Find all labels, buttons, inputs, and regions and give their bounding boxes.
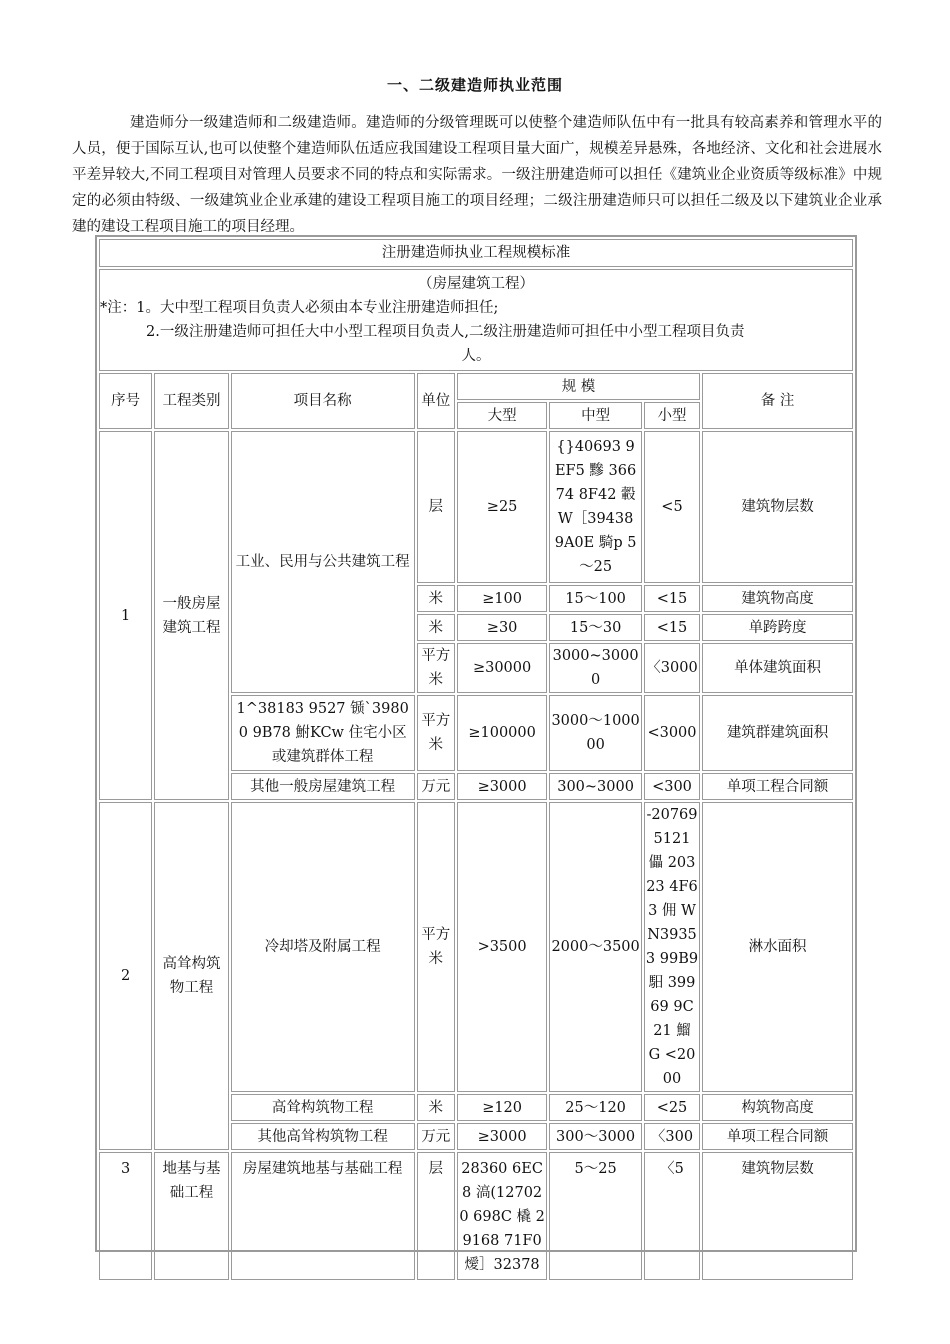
small-cell: <15 bbox=[644, 614, 700, 641]
remark-cell: 单体建筑面积 bbox=[702, 643, 853, 693]
scale-standard-table bbox=[97, 237, 855, 1282]
header-project: 项目名称 bbox=[231, 373, 415, 429]
large-cell: ≥100000 bbox=[457, 695, 547, 771]
unit-cell: 平方米 bbox=[417, 695, 455, 771]
table-row bbox=[99, 1152, 853, 1280]
large-cell: >3500 bbox=[457, 802, 547, 1092]
table-note-1: *注：1。大中型工程项目负责人必须由本专业注册建造师担任; bbox=[100, 300, 499, 316]
remark-cell: 建筑群建筑面积 bbox=[702, 695, 853, 771]
project-cell: 其他高耸构筑物工程 bbox=[231, 1123, 415, 1150]
project-cell: 其他一般房屋建筑工程 bbox=[231, 773, 415, 800]
medium-cell: 3000～100000 bbox=[549, 695, 642, 771]
small-cell: <15 bbox=[644, 585, 700, 612]
small-cell: <5 bbox=[644, 431, 700, 583]
medium-cell: 300~3000 bbox=[549, 773, 642, 800]
header-scale: 规 模 bbox=[457, 373, 700, 400]
table-row bbox=[99, 431, 853, 583]
remark-cell: 单项工程合同额 bbox=[702, 1123, 853, 1150]
small-cell: 〈5 bbox=[644, 1152, 700, 1280]
unit-cell: 米 bbox=[417, 614, 455, 641]
medium-cell: 25～120 bbox=[549, 1094, 642, 1121]
table-subcaption: （房屋建筑工程） bbox=[418, 276, 534, 292]
table-note-2-cont: 人。 bbox=[461, 348, 491, 364]
medium-cell: 15～30 bbox=[549, 614, 642, 641]
category-cell: 一般房屋建筑工程 bbox=[154, 431, 228, 800]
project-cell: 房屋建筑地基与基础工程 bbox=[231, 1152, 415, 1280]
medium-cell: 300～3000 bbox=[549, 1123, 642, 1150]
project-cell: 工业、民用与公共建筑工程 bbox=[231, 431, 415, 693]
unit-cell: 平方米 bbox=[417, 643, 455, 693]
remark-cell: 单跨跨度 bbox=[702, 614, 853, 641]
large-cell: ≥3000 bbox=[457, 773, 547, 800]
unit-cell: 米 bbox=[417, 585, 455, 612]
remark-cell: 淋水面积 bbox=[702, 802, 853, 1092]
large-cell: ≥25 bbox=[457, 431, 547, 583]
page-title: 一、二级建造师执业范围 bbox=[386, 76, 563, 94]
medium-cell: 15～100 bbox=[549, 585, 642, 612]
small-cell: <300 bbox=[644, 773, 700, 800]
header-unit: 单位 bbox=[417, 373, 455, 429]
seq-cell: 2 bbox=[99, 802, 152, 1150]
large-cell: ≥30000 bbox=[457, 643, 547, 693]
scale-standard-table-frame bbox=[95, 235, 857, 1273]
medium-cell: {}40693 9EF5 黲 36674 8F42 轂W［39438 9A0E 騎p 5～25 bbox=[549, 431, 642, 583]
header-medium: 中型 bbox=[549, 402, 642, 429]
remark-cell: 单项工程合同额 bbox=[702, 773, 853, 800]
project-cell: 1^38183 9527 锧`39800 9B78 鮒KCw 住宅小区或建筑群体工程 bbox=[231, 695, 415, 771]
header-seq: 序号 bbox=[99, 373, 152, 429]
small-cell: <3000 bbox=[644, 695, 700, 771]
unit-cell: 平方米 bbox=[417, 802, 455, 1092]
unit-cell: 层 bbox=[417, 1152, 455, 1280]
small-cell: 〈3000 bbox=[644, 643, 700, 693]
project-cell: 高耸构筑物工程 bbox=[231, 1094, 415, 1121]
header-large: 大型 bbox=[457, 402, 547, 429]
table-note-2: 2.一级注册建造师可担任大中小型工程项目负责人,二级注册建造师可担任中小型工程项目负责 bbox=[146, 324, 745, 340]
large-cell: ≥120 bbox=[457, 1094, 547, 1121]
unit-cell: 万元 bbox=[417, 773, 455, 800]
table-notes bbox=[99, 269, 853, 371]
remark-cell: 构筑物高度 bbox=[702, 1094, 853, 1121]
project-cell: 冷却塔及附属工程 bbox=[231, 802, 415, 1092]
small-cell: -20769 5121 儡 20323 4F63 佣 WN39353 99B9 馹 39969 9C21 鰡 G <2000 bbox=[644, 802, 700, 1092]
large-cell: ≥100 bbox=[457, 585, 547, 612]
large-cell: 28360 6EC8 滈(127020 698C 橇 29168 71F0 燰］32378 bbox=[457, 1152, 547, 1280]
unit-cell: 层 bbox=[417, 431, 455, 583]
small-cell: 〈300 bbox=[644, 1123, 700, 1150]
small-cell: <25 bbox=[644, 1094, 700, 1121]
table-caption: 注册建造师执业工程规模标准 bbox=[99, 239, 853, 267]
seq-cell: 3 bbox=[99, 1152, 152, 1280]
seq-cell: 1 bbox=[99, 431, 152, 800]
medium-cell: 5～25 bbox=[549, 1152, 642, 1280]
header-category: 工程类别 bbox=[154, 373, 228, 429]
remark-cell: 建筑物高度 bbox=[702, 585, 853, 612]
unit-cell: 米 bbox=[417, 1094, 455, 1121]
remark-cell: 建筑物层数 bbox=[702, 431, 853, 583]
category-cell: 地基与基础工程 bbox=[154, 1152, 228, 1280]
header-remark: 备 注 bbox=[702, 373, 853, 429]
large-cell: ≥3000 bbox=[457, 1123, 547, 1150]
medium-cell: 2000～3500 bbox=[549, 802, 642, 1092]
remark-cell: 建筑物层数 bbox=[702, 1152, 853, 1280]
large-cell: ≥30 bbox=[457, 614, 547, 641]
intro-paragraph: 建造师分一级建造师和二级建造师。建造师的分级管理既可以使整个建造师队伍中有一批具有较高素养和管理水平的人员，便于国际互认,也可以使整个建造师队伍适应我国建设工程项目量大面广，规模差异悬殊，各地经济、文化和社会进展水平差异较大,不同工程项目对管理人员要求不同的特点和实际需求。一级注册建造师可以担任《建筑业企业资质等级标准》中规定的必须由特级、一级建筑业企业承建的建设工程项目施工的项目经理；二级注册建造师只可以担任二级及以下建筑业企业承建的建设工程项目施工的项目经理。 bbox=[72, 115, 882, 235]
category-cell: 高耸构筑物工程 bbox=[154, 802, 228, 1150]
medium-cell: 3000~30000 bbox=[549, 643, 642, 693]
header-small: 小型 bbox=[644, 402, 700, 429]
table-row bbox=[99, 802, 853, 1092]
unit-cell: 万元 bbox=[417, 1123, 455, 1150]
